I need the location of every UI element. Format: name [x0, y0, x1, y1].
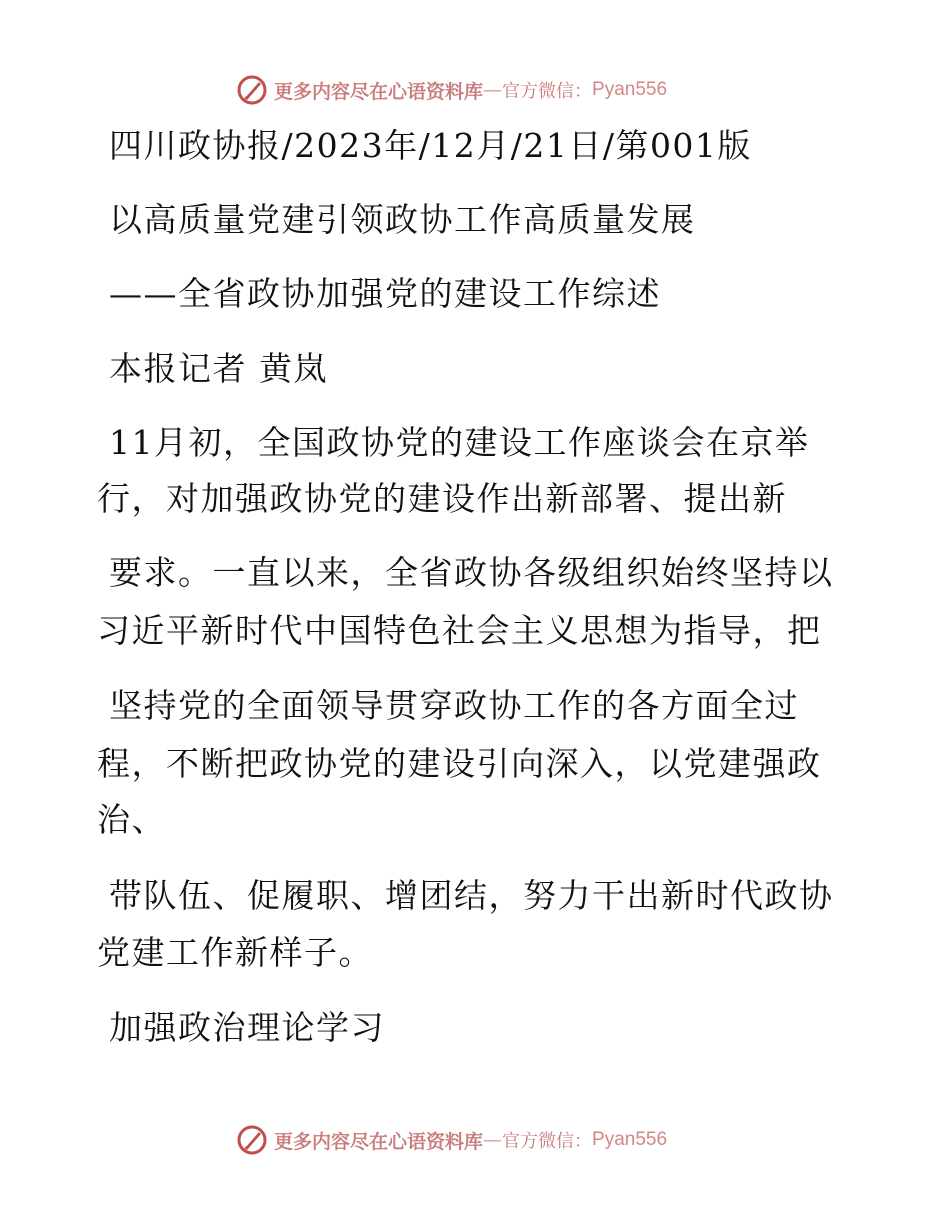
- quill-logo-icon: [236, 74, 268, 106]
- watermark-site-text: 更多内容尽在心语资料库: [274, 80, 484, 103]
- watermark-label: 官方微信：: [502, 1131, 593, 1152]
- quill-logo-icon: [236, 1124, 268, 1156]
- source-line: 四川政协报/2023年/12月/21日/第001版: [109, 126, 752, 165]
- body-line: 带队伍、促履职、增团结，努力干出新时代政协: [109, 876, 834, 915]
- header-watermark: [236, 73, 667, 107]
- footer-watermark: [236, 1123, 667, 1157]
- section-heading: 加强政治理论学习: [109, 1008, 385, 1047]
- body-line: 要求。一直以来，全省政协各级组织始终坚持以: [109, 553, 834, 592]
- watermark-label: 官方微信：: [502, 81, 593, 102]
- body-line: 党建工作新样子。: [97, 933, 373, 972]
- watermark-site-text: 更多内容尽在心语资料库: [274, 1130, 484, 1153]
- body-line: 行，对加强政协党的建设作出新部署、提出新: [97, 479, 787, 518]
- body-line: 习近平新时代中国特色社会主义思想为指导，把: [97, 611, 822, 650]
- article-title: 以高质量党建引领政协工作高质量发展: [109, 200, 696, 239]
- watermark-separator: —: [483, 1129, 503, 1151]
- watermark-id: Pyan556: [592, 79, 668, 100]
- body-line: 程，不断把政协党的建设引向深入，以党建强政: [97, 744, 822, 783]
- watermark-id: Pyan556: [592, 1129, 668, 1150]
- body-line: 11月初，全国政协党的建设工作座谈会在京举: [109, 423, 810, 462]
- byline: 本报记者 黄岚: [109, 349, 328, 388]
- article-subtitle: ——全省政协加强党的建设工作综述: [109, 274, 661, 313]
- body-line: 治、: [97, 800, 166, 839]
- watermark-separator: —: [483, 79, 503, 101]
- body-line: 坚持党的全面领导贯穿政协工作的各方面全过: [109, 686, 799, 725]
